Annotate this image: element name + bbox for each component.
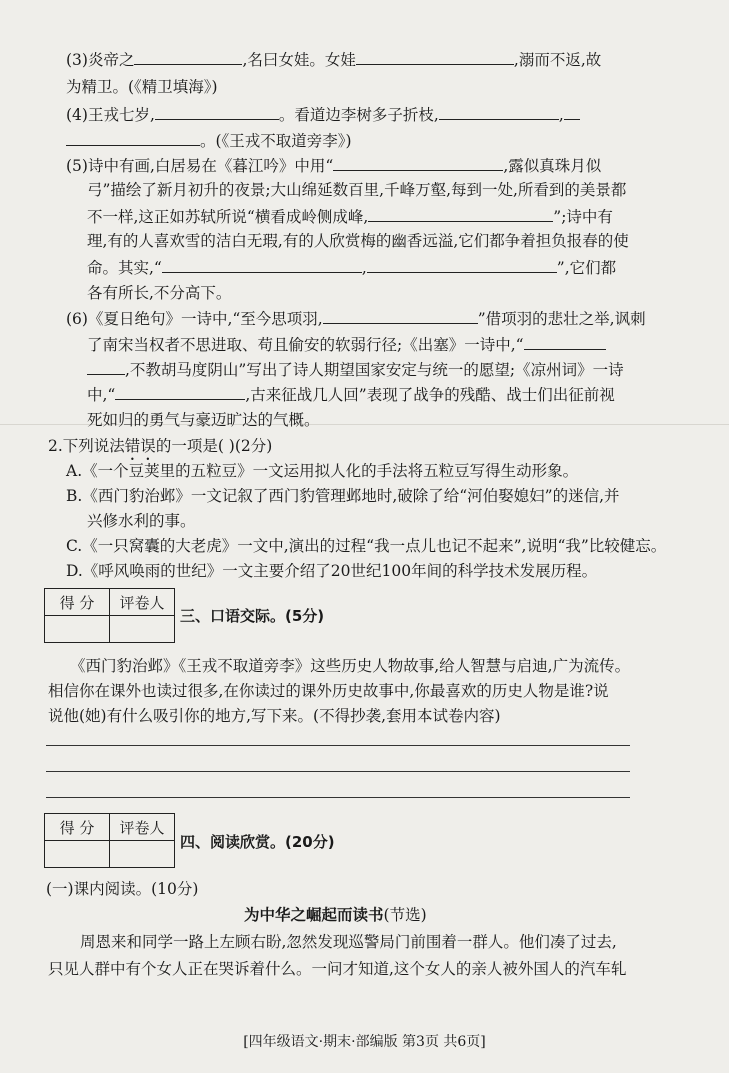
q2-option-c: C.《一只窝囊的大老虎》一文中,演出的过程“我一点儿也记不起来”,说明“我”比较健忘。 <box>66 537 667 555</box>
grader-cell[interactable] <box>110 616 175 643</box>
answer-blank[interactable] <box>564 104 580 120</box>
section3-para-line1: 《西门豹治邺》《王戎不取道旁李》这些历史人物故事,给人智慧与启迪,广为流传。 <box>70 657 631 675</box>
score-cell[interactable] <box>45 841 110 868</box>
q1-6-text-4b: ,古来征战几人回”表现了战争的残酷、战士们出征前视 <box>245 386 615 404</box>
answer-blank[interactable] <box>356 49 514 65</box>
answer-blank[interactable] <box>323 308 478 324</box>
q1-6-text-1b: ”借项羽的悲壮之举,讽刺 <box>477 310 646 328</box>
q2-stem-c: 的一项是( )(2分) <box>155 437 273 455</box>
section3-para-line2: 相信你在课外也读过很多,在你读过的课外历史故事中,你最喜欢的历史人物是谁?说 <box>48 682 609 700</box>
q2-stem <box>48 436 272 464</box>
q1-5-text-3a: 不一样,这正如苏轼所说“横看成岭侧成峰, <box>87 208 369 226</box>
q1-5-text-5c: ”,它们都 <box>556 259 617 277</box>
q1-3-line1 <box>66 49 601 70</box>
q1-6-text-4a: 中,“ <box>87 386 116 404</box>
score-cell[interactable] <box>45 616 110 643</box>
passage-title-text: 为中华之崛起而读书 <box>244 906 384 924</box>
answer-blank[interactable] <box>368 206 553 222</box>
q1-6-line3 <box>87 359 624 380</box>
answer-blank[interactable] <box>439 104 559 120</box>
q1-3-line2 <box>66 77 218 97</box>
section4-subsection-title: (一)课内阅读。(10分) <box>46 880 199 898</box>
q2-option-a: A.《一个豆荚里的五粒豆》一文运用拟人化的手法将五粒豆写得生动形象。 <box>66 462 579 480</box>
q1-6-text-1a: (6)《夏日绝句》一诗中,“至今思项羽, <box>66 310 323 328</box>
q1-4-text-c: , <box>558 106 564 124</box>
answer-blank[interactable] <box>333 155 503 171</box>
score-label: 得 分 <box>45 589 110 616</box>
q2-option-b-line1: B.《西门豹治邺》一文记叙了西门豹管理邺地时,破除了给“河伯娶媳妇”的迷信,并 <box>66 487 620 505</box>
answer-blank[interactable] <box>134 49 242 65</box>
answer-line[interactable] <box>46 771 630 772</box>
q1-5-text-5b: , <box>361 259 367 277</box>
passage-title-note: (节选) <box>383 906 427 924</box>
q1-6-line1 <box>66 308 646 329</box>
section4-title: 四、阅读欣赏。(20分) <box>180 833 335 851</box>
q1-6-text-2: 了南宋当权者不思进取、苟且偷安的软弱行径;《出塞》一诗中,“ <box>87 336 524 354</box>
q2-option-d: D.《呼风唤雨的世纪》一文主要介绍了20世纪100年间的科学技术发展历程。 <box>66 562 598 580</box>
passage-title <box>244 905 427 925</box>
q2-stem-a: 2.下列说法 <box>48 437 125 455</box>
q1-4-line1 <box>66 104 580 125</box>
q1-4-line2 <box>66 130 352 151</box>
q1-5-text-3b: ”;诗中有 <box>553 208 613 226</box>
answer-line[interactable] <box>46 745 630 746</box>
q1-5-line1 <box>66 155 601 176</box>
q1-4-text-d: 。(《王戎不取道旁李》) <box>200 132 352 150</box>
q1-6-line4 <box>87 384 615 405</box>
q1-5-text-5a: 命。其实,“ <box>87 259 162 277</box>
q1-5-line4: 理,有的人喜欢雪的洁白无瑕,有的人欣赏梅的幽香远溢,它们都争着担负报春的使 <box>87 232 629 250</box>
q1-3-text-c: ,溺而不返,故 <box>513 51 602 69</box>
grader-cell[interactable] <box>110 841 175 868</box>
answer-blank[interactable] <box>155 104 279 120</box>
grader-label: 评卷人 <box>110 814 175 841</box>
q1-3-text-d: 为精卫。(《精卫填海》) <box>66 78 218 96</box>
q1-5-line5 <box>87 257 616 278</box>
score-label: 得 分 <box>45 814 110 841</box>
section3-para-line3: 说他(她)有什么吸引你的地方,写下来。(不得抄袭,套用本试卷内容) <box>48 707 501 725</box>
q1-3-text-a: (3)炎帝之 <box>66 51 135 69</box>
q1-6-line2 <box>87 334 606 355</box>
answer-blank[interactable] <box>162 257 362 273</box>
passage-line2: 只见人群中有个女人正在哭诉着什么。一问才知道,这个女人的亲人被外国人的汽车轧 <box>48 960 627 978</box>
q1-5-text-1a: (5)诗中有画,白居易在《暮江吟》中用“ <box>66 157 334 175</box>
score-box-section4 <box>44 813 175 868</box>
section3-title: 三、口语交际。(5分) <box>180 607 325 625</box>
q1-5-line3 <box>87 206 613 227</box>
answer-blank[interactable] <box>87 359 125 375</box>
grader-label: 评卷人 <box>110 589 175 616</box>
q1-4-text-a: (4)王戎七岁, <box>66 106 155 124</box>
q1-5-line2: 弓”描绘了新月初升的夜景;大山绵延数百里,千峰万壑,每到一处,所看到的美景都 <box>87 181 627 199</box>
passage-line1: 周恩来和同学一路上左顾右盼,忽然发现巡警局门前围着一群人。他们凑了过去, <box>80 933 617 951</box>
page-footer: [四年级语文·期末·部编版 第3页 共6页] <box>243 1034 486 1050</box>
q2-option-b-line2: 兴修水利的事。 <box>87 512 196 530</box>
answer-blank[interactable] <box>115 384 245 400</box>
answer-blank[interactable] <box>367 257 557 273</box>
q1-6-line5: 死如归的勇气与豪迈旷达的气概。 <box>87 411 320 429</box>
q1-6-text-3: ,不教胡马度阴山”写出了诗人期望国家安定与统一的愿望;《凉州词》一诗 <box>125 361 624 379</box>
q1-5-line6: 各有所长,不分高下。 <box>87 284 232 302</box>
q2-stem-emphasis: 错误 <box>124 437 156 455</box>
answer-blank[interactable] <box>524 334 606 350</box>
score-box-section3 <box>44 588 175 643</box>
q1-4-text-b: 。看道边李树多子折枝, <box>278 106 439 124</box>
q1-5-text-1b: ,露似真珠月似 <box>503 157 602 175</box>
q1-3-text-b: ,名曰女娃。女娃 <box>242 51 356 69</box>
answer-blank[interactable] <box>66 130 200 146</box>
answer-line[interactable] <box>46 797 630 798</box>
